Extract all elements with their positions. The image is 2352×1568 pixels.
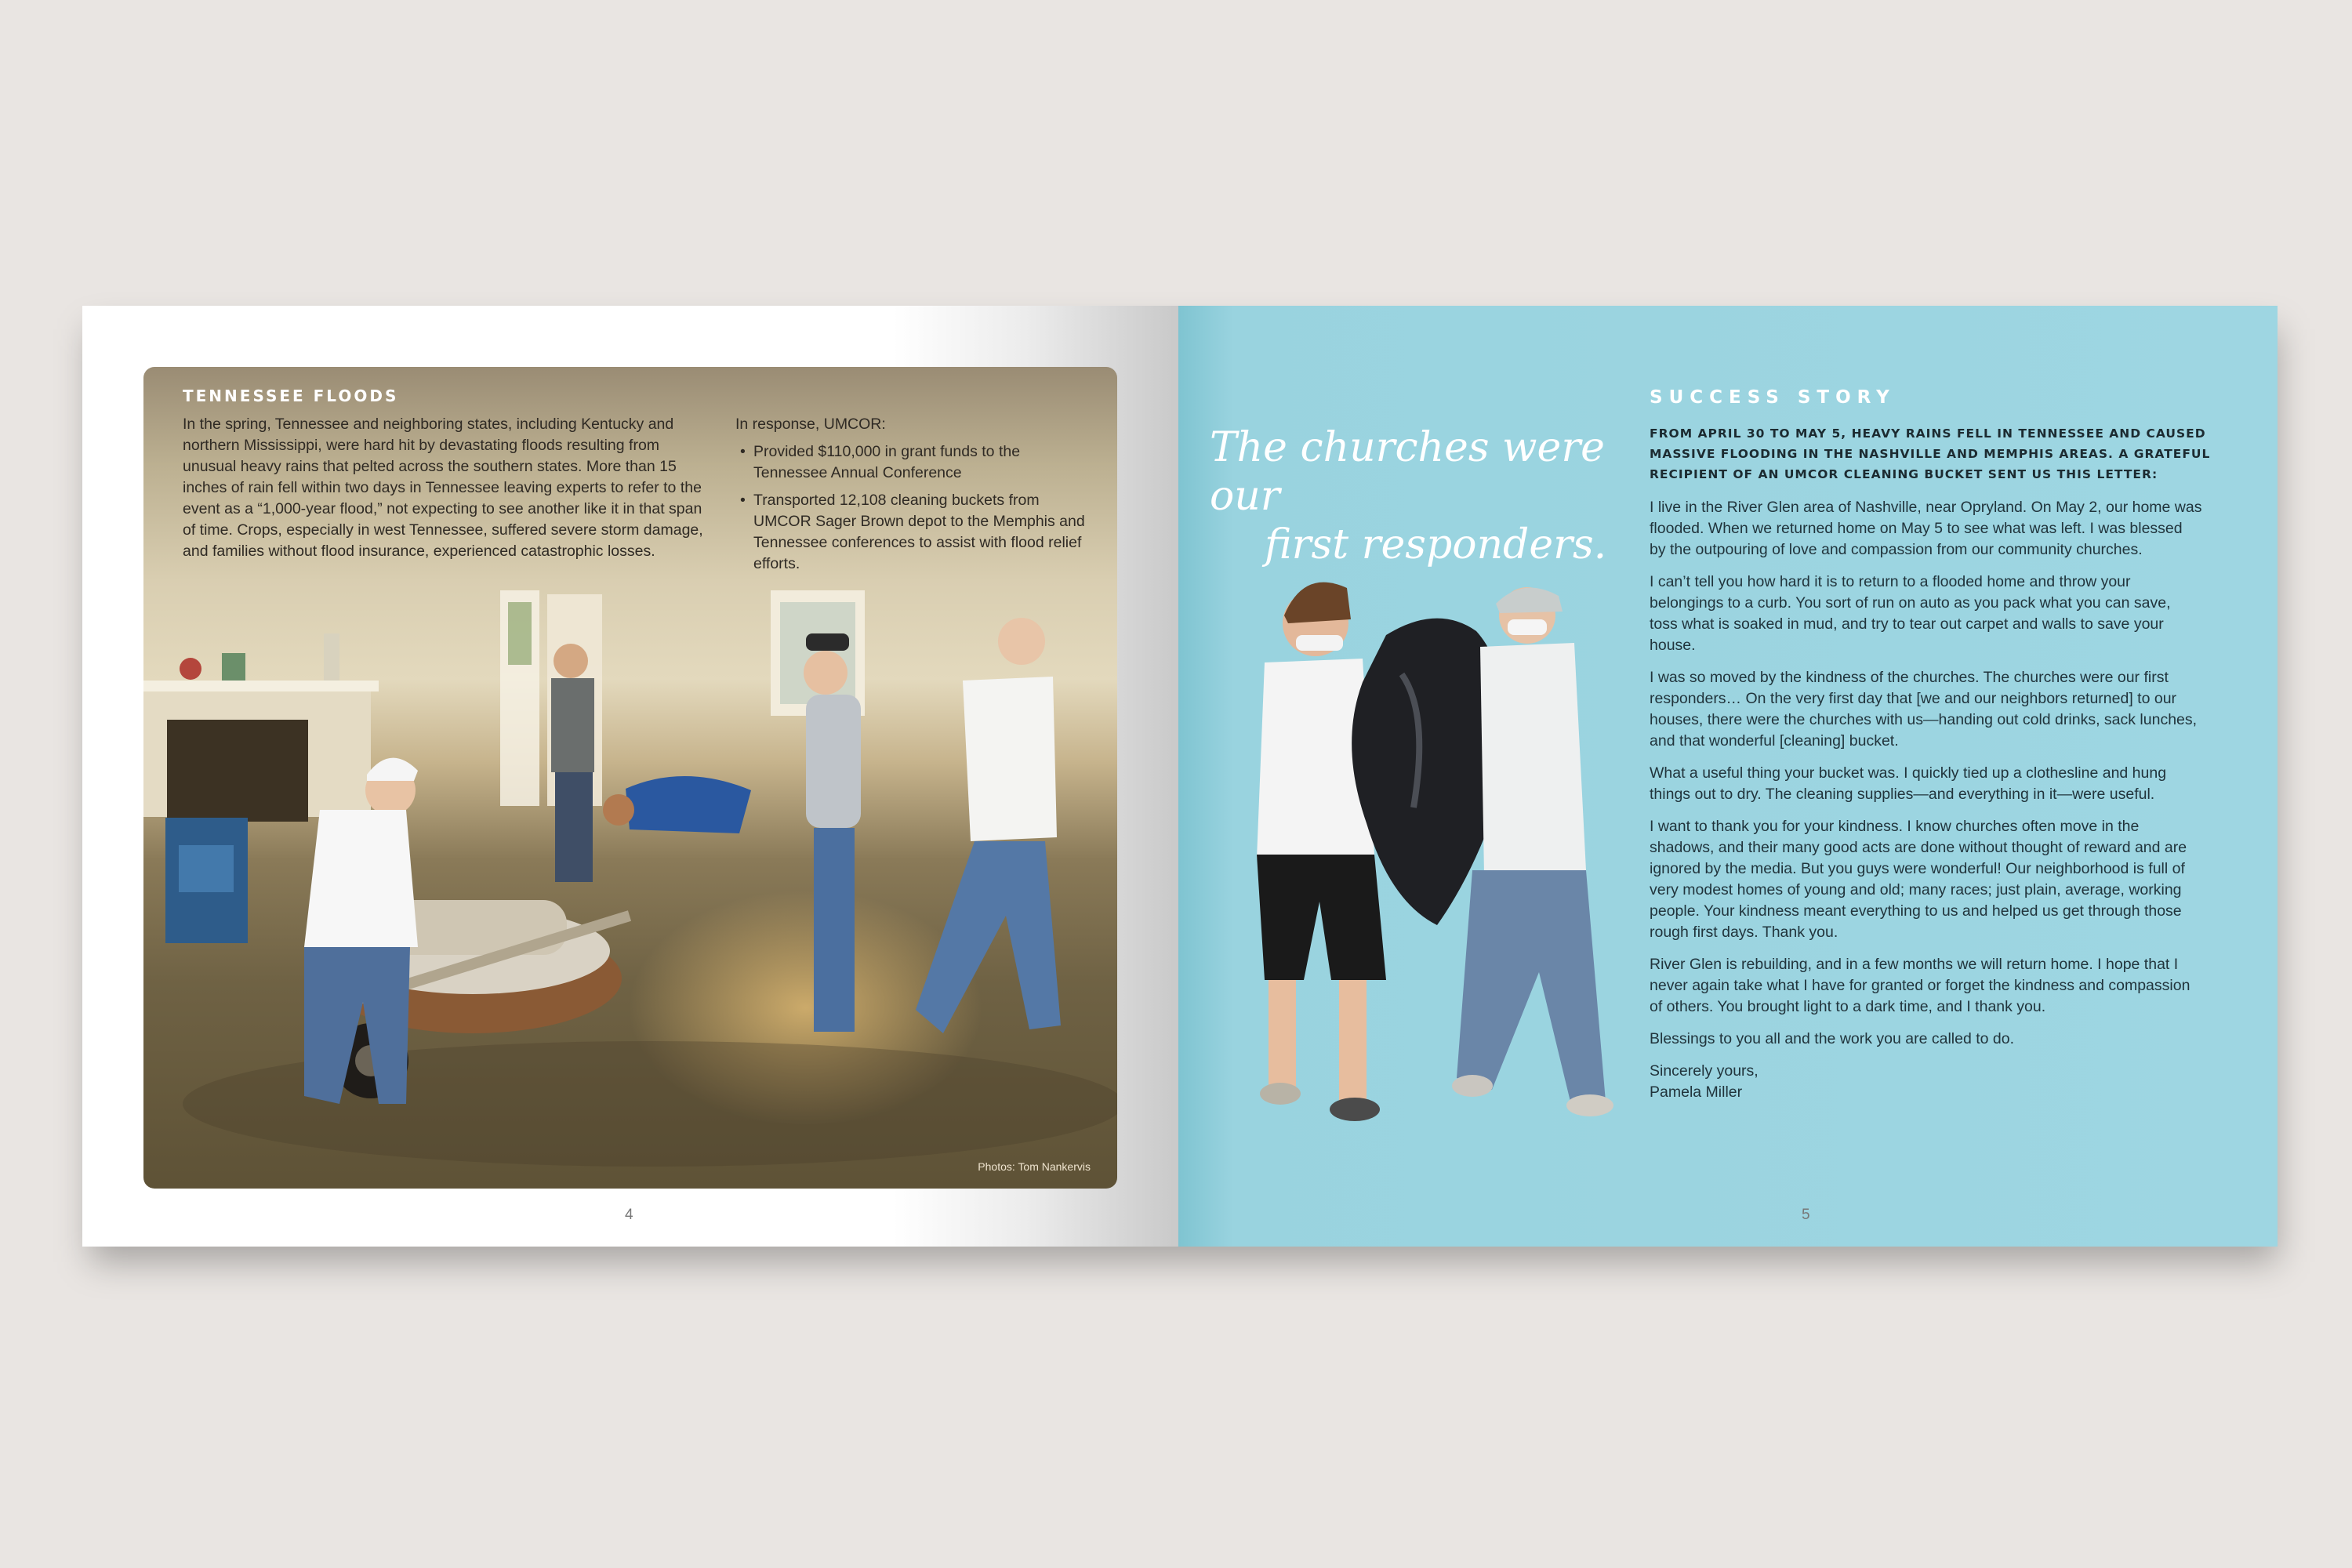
success-story-heading: SUCCESS STORY (1650, 387, 1896, 408)
brochure-spread (82, 306, 2278, 1247)
letter-closing: Sincerely yours, (1650, 1062, 1759, 1080)
page-number-right: 5 (1802, 1207, 1810, 1223)
letter-paragraph: I was so moved by the kindness of the churches. The churches were our first responders… On the very first day that [we and our neighbors returned] to our houses, there were the churches with us—handing out cold drinks, sack lunches, and that wonderful [cleaning] bucket. (1650, 669, 2198, 750)
flood-cleanup-photo (143, 367, 1117, 1189)
pull-quote-line-1: The churches were our (1210, 424, 1605, 520)
flood-description: In the spring, Tennessee and neighboring states, including Kentucky and northern Mississippi, were hard hit by devastating floods resulting from unusual heavy rains that pelted across the southern states. More than 15 inches of rain fell within two days in Tennessee leaving experts to refer to the event as a “1,000-year flood,” not expecting to see another like it in that span of time. Crops, especially in west Tennessee, suffered severe storm damage, and families without flood insurance, experienced catastrophic losses. (183, 416, 703, 560)
page-left (82, 306, 1178, 1247)
letter-body (1650, 497, 2202, 1103)
bullet-icon: • (740, 443, 746, 460)
letter-paragraph: I want to thank you for your kindness. I know churches often move in the shadows, and their many good acts are done without thought of reward and are ignored by the media. But you guys were wonderful! Our neighborhood is full of very modest homes of young and old; many races; just plain, average, working people. Your kindness meant everything to us and helped us get through those rough first days. Thank you. (1650, 818, 2187, 941)
pull-quote (1210, 423, 1649, 569)
letter-paragraph: Blessings to you all and the work you are called to do. (1650, 1030, 2015, 1047)
letter-paragraph: I live in the River Glen area of Nashville, near Opryland. On May 2, our home was flooded. When we returned home on May 5 to see what was left. I was blessed by the outpouring of love and compassion from our community churches. (1650, 499, 2202, 558)
page-number-left: 4 (625, 1207, 633, 1223)
bullet-icon: • (740, 492, 746, 509)
section-title: TENNESSEE FLOODS (183, 387, 399, 405)
response-item-text: Provided $110,000 in grant funds to the Tennessee Annual Conference (753, 443, 1021, 481)
page-right (1178, 306, 2278, 1247)
letter-paragraph: What a useful thing your bucket was. I quickly tied up a clothesline and hung things out to dry. The cleaning supplies—and everything in it—were useful. (1650, 764, 2167, 803)
pull-quote-line-2: first responders. (1265, 521, 1607, 568)
response-heading: In response, UMCOR: (735, 416, 886, 433)
response-item-text: Transported 12,108 cleaning buckets from UMCOR Sager Brown depot to the Memphis and Tennessee conferences to assist with flood relief efforts. (753, 492, 1085, 572)
response-list (735, 441, 1096, 575)
story-intro: FROM APRIL 30 TO MAY 5, HEAVY RAINS FELL IN TENNESSEE AND CAUSED MASSIVE FLOODING IN THE NASHVILLE AND MEMPHIS AREAS. A GRATEFUL RECIPIENT OF AN UMCOR CLEANING BUCKET SENT US THIS LETTER: (1650, 426, 2211, 481)
letter-signature: Pamela Miller (1650, 1083, 1743, 1101)
letter-paragraph: I can’t tell you how hard it is to return to a flooded home and throw your belongings to a curb. You sort of run on auto as you pack what you can save, toss what is soaked in mud, and try to tear out carpet and walls to save your house. (1650, 573, 2171, 654)
response-item (735, 490, 1096, 575)
letter-paragraph: River Glen is rebuilding, and in a few months we will return home. I hope that I never again take what I have for granted or forget the kindness and compassion of others. You brought light to a dark time, and I thank you. (1650, 956, 2190, 1015)
response-item (735, 441, 1096, 484)
photo-credit: Photos: Tom Nankervis (978, 1160, 1091, 1173)
response-block (735, 414, 1096, 581)
